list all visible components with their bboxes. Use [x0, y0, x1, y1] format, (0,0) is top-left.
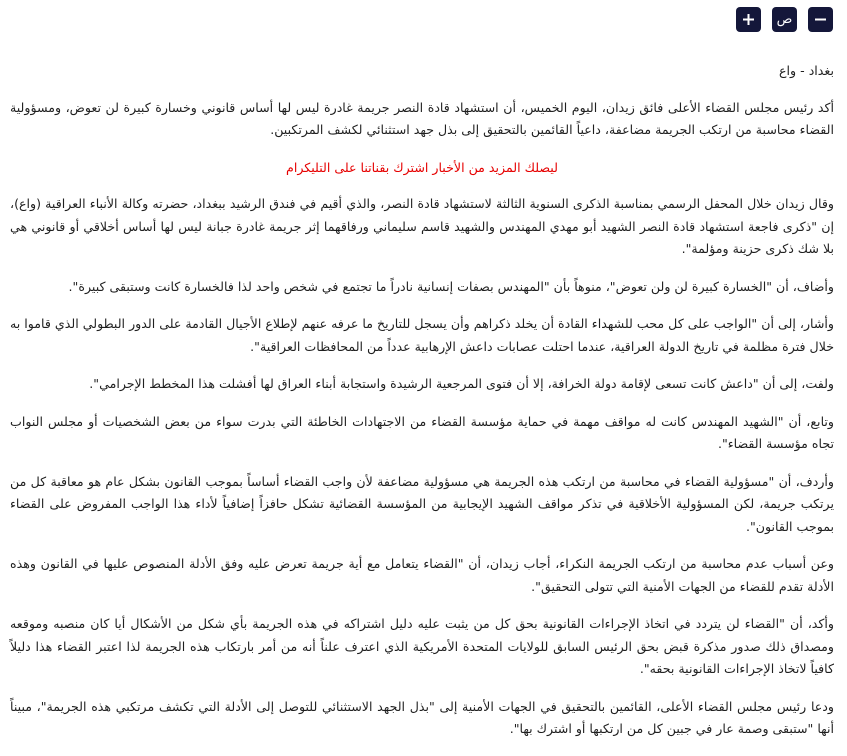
article-paragraph: وأضاف، أن "الخسارة كبيرة لن ولن تعوض"، منوهاً بأن "المهندس بصفات إنسانية نادراً ما تجتمع في شخص واحد لذا فالخسارة كانت وستبقى كبيرة".	[68, 278, 834, 294]
zoom-in-button[interactable]	[736, 7, 761, 32]
zoom-out-button[interactable]	[808, 7, 833, 32]
article-paragraph: وأشار، إلى أن "الواجب على كل محب للشهداء القادة أن يخلد ذكراهم وأن يسجل للتاريخ ما عرفه عنهم لإطلاع الأجيال القادمة على الدور البطولي الذي قاموا به خلال فترة مظلمة في تاريخ الدولة العراقية، عندما احتلت عصابات داعش الإرهابية عدداً من المحافظات العراقية".	[10, 316, 834, 354]
article-paragraph: وأكد، أن "القضاء لن يتردد في اتخاذ الإجراءات القانونية بحق كل من يثبت عليه دليل اشتراكه في هذه الجريمة بأي شكل من الأشكال أيا كان منصبه وموقعه ومصداق ذلك صدور مذكرة قبض بحق الرئيس السابق للولايات المتحدة الأمريكية الذي اعترف علناً أنه من أمر بارتكاب هذه الجريمة لذا اعتبر القضاء هذا دليلاً كافياً لاتخاذ الإجراءات القانونية بحقه".	[10, 616, 834, 676]
article-body	[10, 60, 834, 756]
article-paragraph: وأردف، أن "مسؤولية القضاء في محاسبة من ارتكب هذه الجريمة هي مسؤولية مضاعفة لأن واجب القضاء أساساً بموجب القانون بشكل عام هو معاقبة كل من يرتكب جريمة، لكن المسؤولية الأخلاقية في تذكر مواقف الشهيد الإيجابية من المؤسسة القضائية تشكل حافزاً إضافياً لأداء هذا الواجب المفروض على القضاء بموجب القانون".	[10, 473, 834, 534]
minus-icon	[815, 14, 826, 25]
article-paragraph: وقال زيدان خلال المحفل الرسمي بمناسبة الذكرى السنوية الثالثة لاستشهاد قادة النصر، والذي أقيم في فندق الرشيد ببغداد، حضرته وكالة الأنباء العراقية (واع)، إن "ذكرى فاجعة استشهاد قادة النصر الشهيد أبو مهدي المهندس والشهيد قاسم سليماني ورفاقهما إثر جريمة غادرة جبانة ليس لها أساس أخلاقي أو قانوني هي بلا شك ذكرى حزينة ومؤلمة".	[10, 196, 834, 256]
article-paragraph: ولفت، إلى أن "داعش كانت تسعى لإقامة دولة الخرافة، إلا أن فتوى المرجعية الرشيدة واستجابة أبناء العراق لها أفشلت هذا المخطط الإجرامي".	[89, 376, 834, 391]
plus-icon	[743, 14, 754, 25]
text-size-toolbar	[736, 7, 833, 32]
article-paragraph: أكد رئيس مجلس القضاء الأعلى فائق زيدان، اليوم الخميس، أن استشهاد قادة النصر جريمة غادرة ليس لها أساس قانوني وخسارة كبيرة لن تعوض، ومسؤولية القضاء محاسبة من ارتكب الجريمة مضاعفة، داعياً القائمين بالتحقيق إلى بذل جهد استثنائي لكشف المرتكبين.	[10, 99, 834, 137]
telegram-promo	[10, 157, 834, 180]
reset-size-label: ص	[776, 12, 793, 27]
reset-size-button[interactable]	[772, 7, 797, 32]
article-paragraph: وعن أسباب عدم محاسبة من ارتكب الجريمة النكراء، أجاب زيدان، أن "القضاء يتعامل مع أية جريمة تعرض عليه وفق الأدلة المنصوص عليها في القانون وهذه الأدلة تقدم للقضاء من الجهات الأمنية التي تتولى التحقيق".	[10, 556, 834, 594]
article-paragraph: ودعا رئيس مجلس القضاء الأعلى، القائمين بالتحقيق في الجهات الأمنية إلى "بذل الجهد الاستثنائي للتوصل إلى الأدلة التي تكشف مرتكبي هذه الجريمة"، مبيناً أنها "ستبقى وصمة عار في جبين كل من ارتكبها أو اشترك بها".	[10, 698, 834, 736]
article-dateline: بغداد - واع	[779, 63, 834, 78]
article-paragraph: وتابع، أن "الشهيد المهندس كانت له مواقف مهمة في حماية مؤسسة القضاء من الاجتهادات الخاطئة التي بدرت سواء من بعض الشخصيات أو مجلس النواب تجاه مؤسسة القضاء".	[10, 413, 834, 451]
telegram-promo-link[interactable]: ليصلك المزيد من الأخبار اشترك بقناتنا على التليكرام	[286, 159, 558, 175]
